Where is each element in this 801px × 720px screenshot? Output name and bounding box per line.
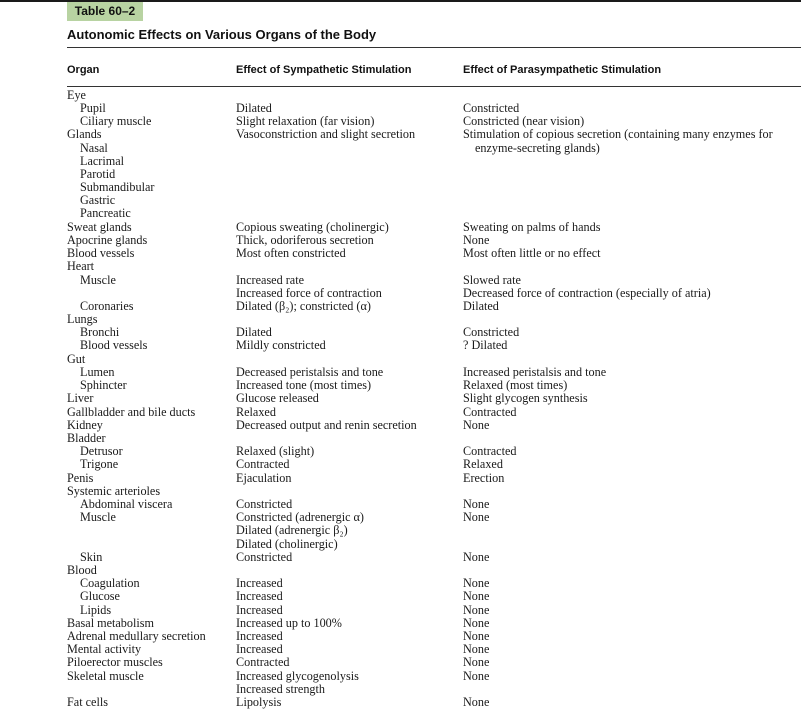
organ-cell: Pupil: [80, 101, 106, 115]
organ-cell: Gut: [67, 352, 86, 366]
organ-cell: Ciliary muscle: [80, 114, 152, 128]
organ-cell: Liver: [67, 391, 94, 405]
organ-cell: Heart: [67, 259, 95, 273]
organ-cell: Submandibular: [80, 180, 155, 194]
organ-cell: Gallbladder and bile ducts: [67, 405, 196, 419]
sympathetic-cell: Constricted: [236, 497, 293, 511]
sympathetic-cell: Increased glycogenolysis: [236, 669, 359, 683]
organ-cell: Adrenal medullary secretion: [67, 629, 206, 643]
sympathetic-cell: Slight relaxation (far vision): [236, 114, 375, 128]
organ-cell: Blood vessels: [67, 246, 135, 260]
organ-cell: Glands: [67, 127, 102, 141]
sympathetic-cell: Increased rate: [236, 273, 304, 287]
parasympathetic-cell: Dilated: [463, 299, 499, 313]
organ-cell: Trigone: [80, 457, 119, 471]
parasympathetic-cell: None: [463, 695, 490, 709]
sympathetic-cell: Decreased peristalsis and tone: [236, 365, 384, 379]
organ-cell: Muscle: [80, 273, 116, 287]
organ-cell: Coronaries: [80, 299, 134, 313]
table-title: Autonomic Effects on Various Organs of the Body: [67, 27, 377, 42]
parasympathetic-cell: Erection: [463, 471, 505, 485]
sympathetic-cell: Vasoconstriction and slight secretion: [236, 127, 416, 141]
organ-cell: Lacrimal: [80, 154, 124, 168]
parasympathetic-cell: Sweating on palms of hands: [463, 220, 601, 234]
sympathetic-cell: Increased: [236, 629, 283, 643]
sympathetic-cell: Constricted (adrenergic α): [236, 510, 364, 524]
parasympathetic-cell: Slight glycogen synthesis: [463, 391, 588, 405]
organ-cell: Skeletal muscle: [67, 669, 144, 683]
sympathetic-cell: Lipolysis: [236, 695, 282, 709]
organ-cell: Muscle: [80, 510, 116, 524]
sympathetic-cell: Relaxed (slight): [236, 444, 315, 458]
sympathetic-cell: Dilated (adrenergic β₂): [236, 523, 348, 537]
parasympathetic-cell: None: [463, 497, 490, 511]
header-rule: [67, 86, 801, 87]
parasympathetic-cell: None: [463, 642, 490, 656]
parasympathetic-cell: Constricted: [463, 325, 520, 339]
sympathetic-cell: Mildly constricted: [236, 338, 326, 352]
organ-cell: Blood vessels: [80, 338, 148, 352]
organ-cell: Lipids: [80, 603, 112, 617]
sympathetic-cell: Dilated: [236, 325, 272, 339]
sympathetic-cell: Increased: [236, 603, 283, 617]
header-organ: Organ: [67, 64, 100, 76]
sympathetic-cell: Increased up to 100%: [236, 616, 342, 630]
parasympathetic-cell: None: [463, 576, 490, 590]
sympathetic-cell: Copious sweating (cholinergic): [236, 220, 389, 234]
parasympathetic-cell: None: [463, 629, 490, 643]
organ-cell: Bronchi: [80, 325, 120, 339]
sympathetic-cell: Dilated: [236, 101, 272, 115]
organ-cell: Sphincter: [80, 378, 127, 392]
parasympathetic-cell: None: [463, 589, 490, 603]
organ-cell: Basal metabolism: [67, 616, 154, 630]
sympathetic-cell: Relaxed: [236, 405, 276, 419]
sympathetic-cell: Most often constricted: [236, 246, 346, 260]
organ-cell: Mental activity: [67, 642, 142, 656]
organ-cell: Piloerector muscles: [67, 655, 163, 669]
header-sympathetic: Effect of Sympathetic Stimulation: [236, 64, 412, 76]
title-rule: [67, 47, 801, 48]
organ-cell: Eye: [67, 88, 86, 102]
organ-cell: Bladder: [67, 431, 106, 445]
parasympathetic-cell: Relaxed (most times): [463, 378, 568, 392]
organ-cell: Nasal: [80, 141, 108, 155]
parasympathetic-cell: Slowed rate: [463, 273, 521, 287]
parasympathetic-cell: None: [463, 655, 490, 669]
parasympathetic-cell: None: [463, 669, 490, 683]
parasympathetic-cell: None: [463, 418, 490, 432]
parasympathetic-cell: Increased peristalsis and tone: [463, 365, 607, 379]
organ-cell: Detrusor: [80, 444, 123, 458]
organ-cell: Blood: [67, 563, 97, 577]
sympathetic-cell: Increased force of contraction: [236, 286, 382, 300]
organ-cell: Skin: [80, 550, 103, 564]
parasympathetic-cell: Most often little or no effect: [463, 246, 601, 260]
parasympathetic-cell: None: [463, 603, 490, 617]
parasympathetic-cell: Constricted (near vision): [463, 114, 585, 128]
organ-cell: Coagulation: [80, 576, 140, 590]
sympathetic-cell: Increased: [236, 642, 283, 656]
sympathetic-cell: Ejaculation: [236, 471, 292, 485]
parasympathetic-cell: Constricted: [463, 101, 520, 115]
sympathetic-cell: Dilated (β₂); constricted (α): [236, 299, 371, 313]
parasympathetic-cell: None: [463, 550, 490, 564]
parasympathetic-cell: Contracted: [463, 405, 517, 419]
organ-cell: Systemic arterioles: [67, 484, 161, 498]
parasympathetic-cell: Relaxed: [463, 457, 503, 471]
parasympathetic-cell: Contracted: [463, 444, 517, 458]
parasympathetic-cell: None: [463, 233, 490, 247]
sympathetic-cell: Contracted: [236, 655, 290, 669]
sympathetic-cell: Increased: [236, 589, 283, 603]
organ-cell: Apocrine glands: [67, 233, 148, 247]
parasympathetic-cell: Decreased force of contraction (especially of atria): [463, 286, 711, 300]
parasympathetic-cell: enzyme-secreting glands): [475, 141, 600, 155]
parasympathetic-cell: None: [463, 510, 490, 524]
sympathetic-cell: Glucose released: [236, 391, 319, 405]
sympathetic-cell: Decreased output and renin secretion: [236, 418, 417, 432]
sympathetic-cell: Increased strength: [236, 682, 325, 696]
sympathetic-cell: Thick, odoriferous secretion: [236, 233, 374, 247]
parasympathetic-cell: None: [463, 616, 490, 630]
parasympathetic-cell: Stimulation of copious secretion (containing many enzymes for: [463, 127, 773, 141]
sympathetic-cell: Increased: [236, 576, 283, 590]
sympathetic-cell: Increased tone (most times): [236, 378, 372, 392]
organ-cell: Fat cells: [67, 695, 108, 709]
header-parasympathetic: Effect of Parasympathetic Stimulation: [463, 64, 662, 76]
organ-cell: Pancreatic: [80, 206, 131, 220]
organ-cell: Parotid: [80, 167, 116, 181]
organ-cell: Lungs: [67, 312, 98, 326]
organ-cell: Lumen: [80, 365, 115, 379]
organ-cell: Glucose: [80, 589, 120, 603]
sympathetic-cell: Contracted: [236, 457, 290, 471]
parasympathetic-cell: ? Dilated: [463, 338, 508, 352]
sympathetic-cell: Constricted: [236, 550, 293, 564]
sympathetic-cell: Dilated (cholinergic): [236, 537, 338, 551]
table-number-label: Table 60–2: [67, 2, 143, 21]
organ-cell: Kidney: [67, 418, 103, 432]
organ-cell: Gastric: [80, 193, 116, 207]
organ-cell: Abdominal viscera: [80, 497, 173, 511]
organ-cell: Penis: [67, 471, 94, 485]
organ-cell: Sweat glands: [67, 220, 132, 234]
